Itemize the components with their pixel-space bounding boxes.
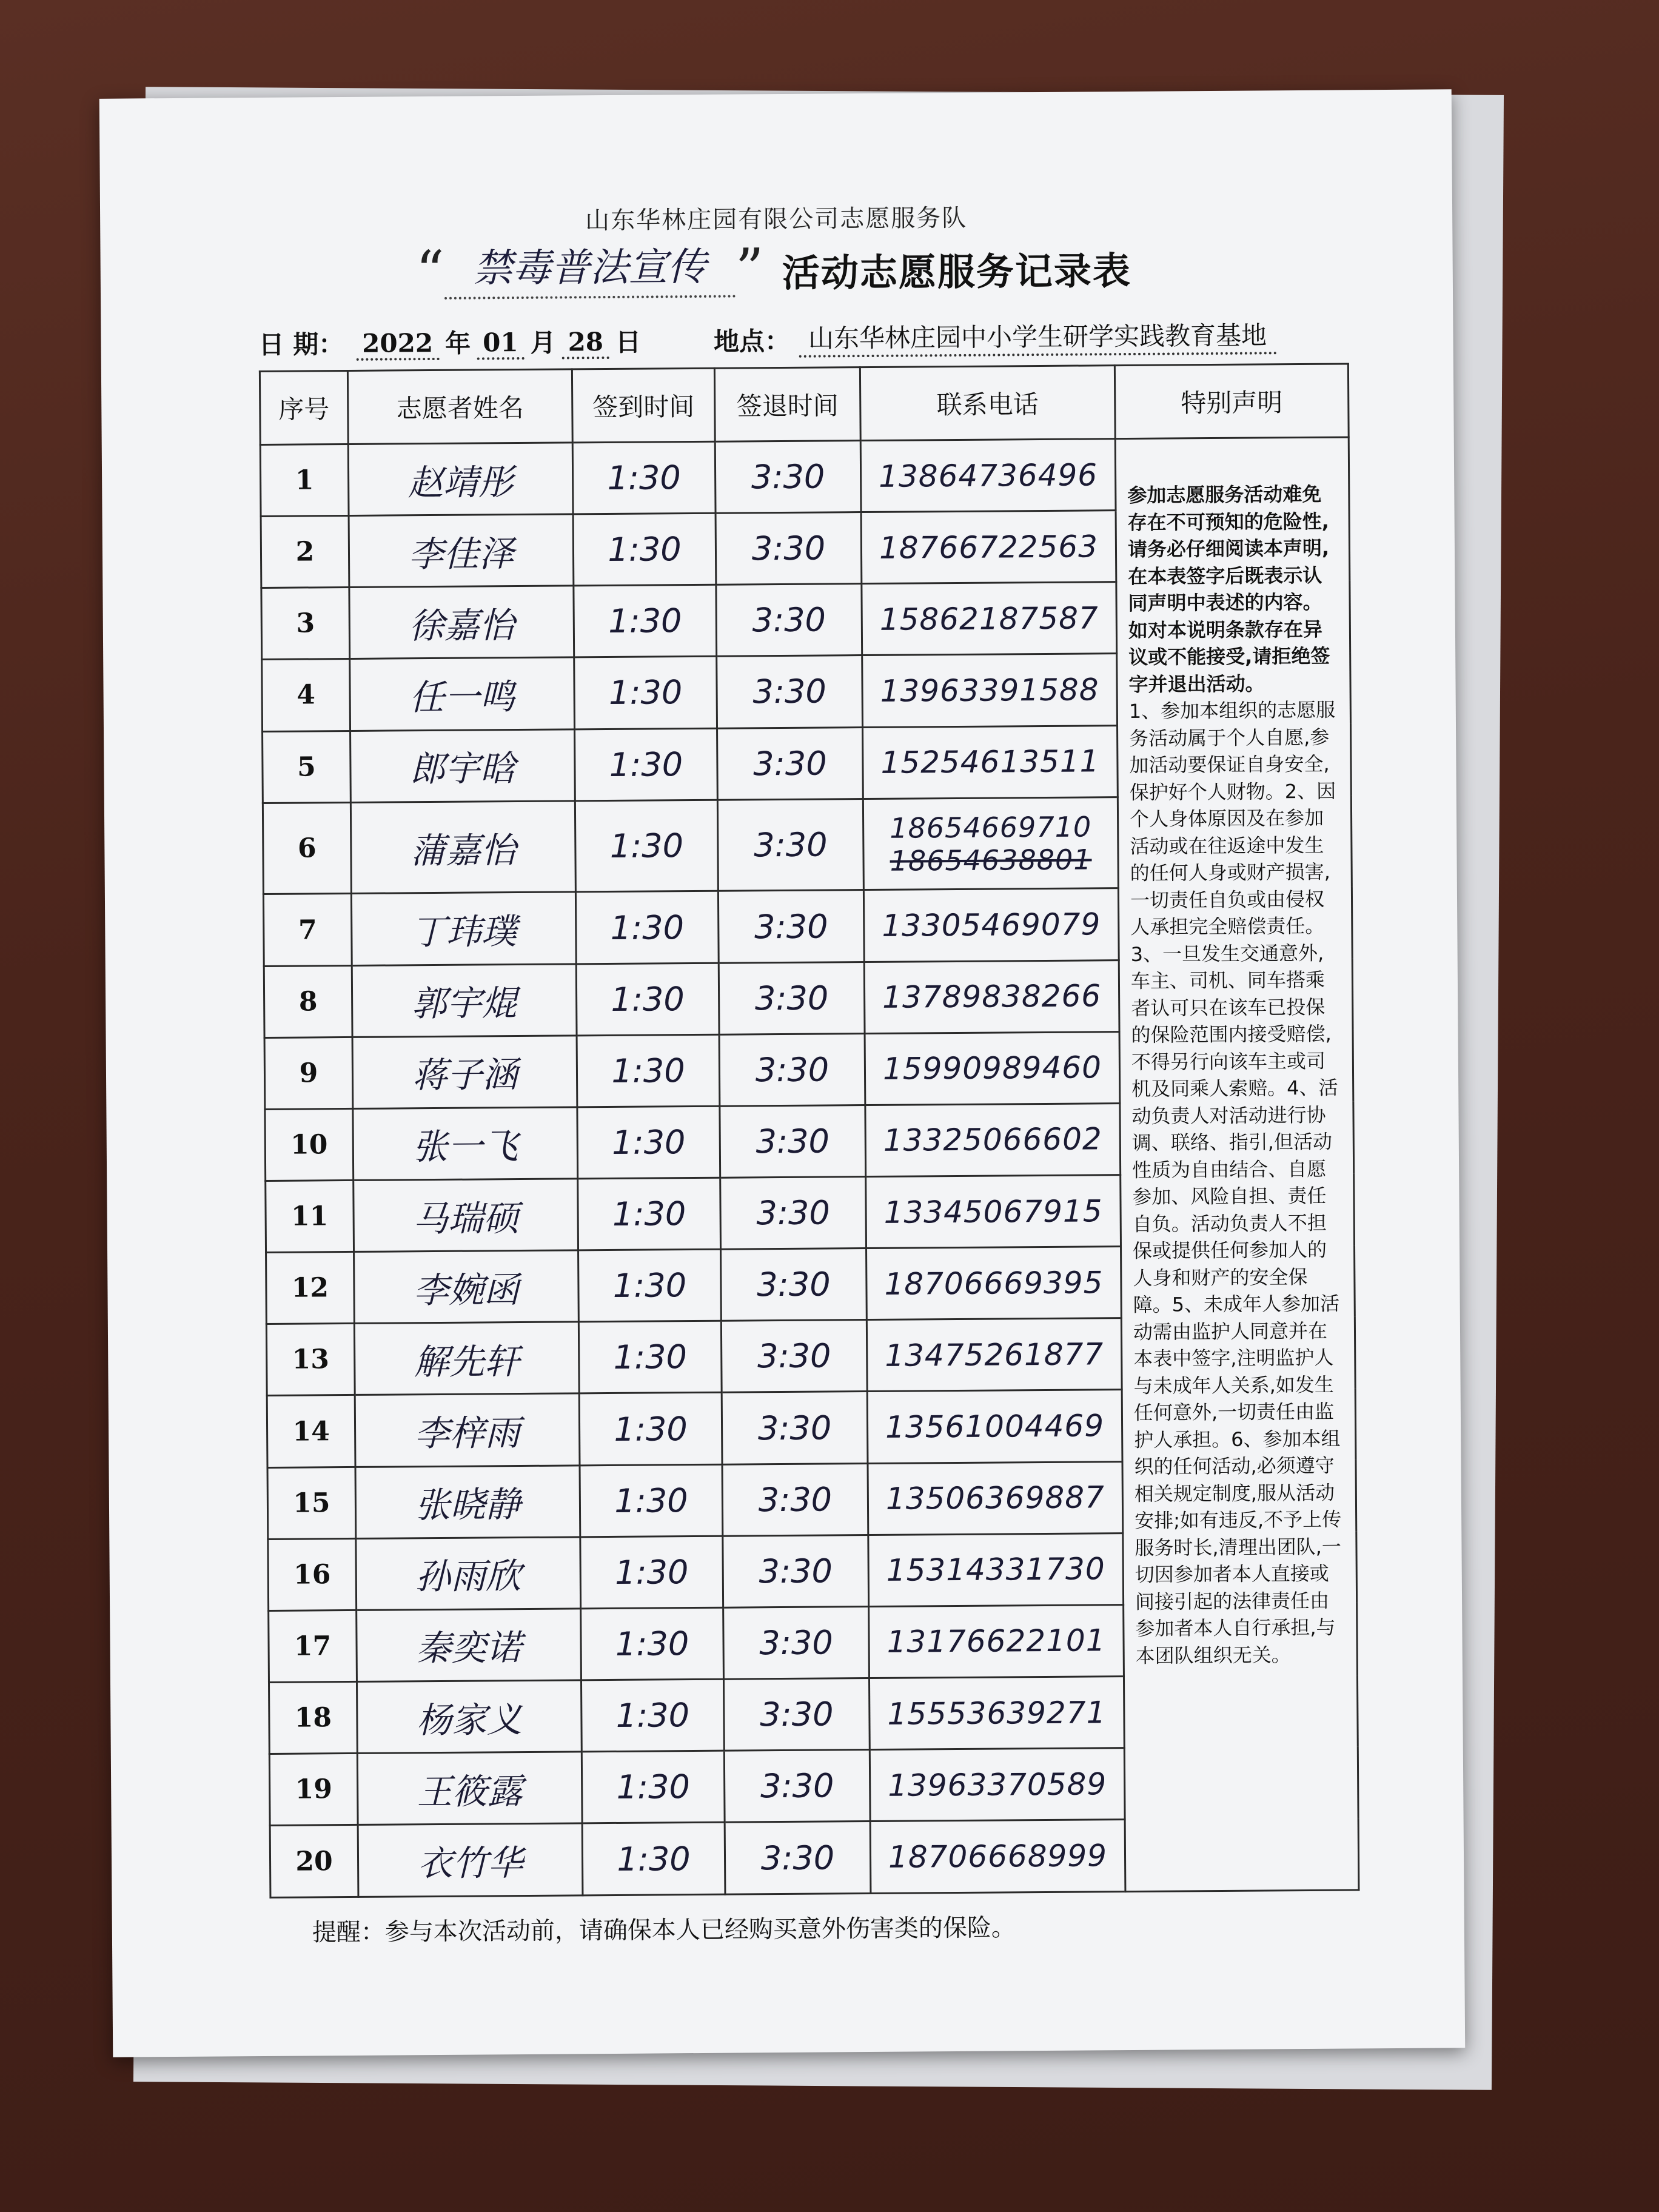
checkin-time: 1:30	[582, 1822, 725, 1895]
contact-phone: 13345067915	[866, 1175, 1121, 1248]
contact-phone: 18766722563	[861, 511, 1116, 584]
row-number: 12	[266, 1252, 355, 1324]
contact-phone: 13963370589	[870, 1748, 1125, 1822]
row-number: 20	[270, 1825, 358, 1898]
organization-name: 山东华林庄园有限公司志愿服务队	[585, 204, 968, 235]
row-number: 9	[264, 1037, 353, 1109]
sheet-title	[415, 234, 1132, 304]
contact-phone: 13176622101	[869, 1604, 1124, 1678]
volunteer-name-signature: 李梓雨	[355, 1393, 580, 1467]
location-value: 山东华林庄园中小学生研学实践教育基地	[799, 315, 1276, 357]
row-number: 19	[269, 1754, 358, 1826]
date-day: 28	[561, 327, 609, 360]
insurance-reminder: 提醒：参与本次活动前，请确保本人已经购买意外伤害类的保险。	[312, 1914, 1016, 1947]
header-checkout: 签退时间	[714, 367, 860, 442]
date-label: 日 期：	[258, 329, 344, 360]
contact-phone: 13305469079	[863, 888, 1119, 962]
contact-phone: 15254613511	[863, 725, 1118, 799]
checkin-time: 1:30	[575, 728, 718, 801]
checkout-time: 3:30	[719, 962, 865, 1034]
meta-row	[258, 310, 1459, 361]
checkout-time: 3:30	[715, 441, 861, 514]
title-text: 活动志愿服务记录表	[782, 248, 1132, 295]
checkout-time: 3:30	[717, 727, 863, 800]
row-number: 7	[263, 894, 352, 966]
header-no: 序号	[260, 370, 348, 444]
activity-name-handwritten: 禁毒普法宣传	[444, 236, 736, 300]
row-number: 11	[266, 1180, 354, 1252]
date-month: 01	[477, 327, 525, 360]
row-number: 4	[262, 659, 350, 731]
checkin-time: 1:30	[581, 1679, 724, 1752]
header-name: 志愿者姓名	[347, 369, 572, 444]
checkout-time: 3:30	[724, 1750, 870, 1823]
contact-phone: 13864736496	[860, 439, 1116, 512]
checkin-time: 1:30	[574, 585, 717, 658]
checkin-time: 1:30	[572, 441, 716, 514]
checkout-time: 3:30	[721, 1320, 867, 1393]
checkout-time: 3:30	[717, 655, 863, 728]
checkin-time: 1:30	[578, 1178, 721, 1250]
checkin-time: 1:30	[581, 1607, 724, 1680]
checkin-time: 1:30	[577, 1034, 720, 1107]
row-number: 6	[263, 802, 351, 894]
table-row	[260, 437, 1349, 517]
contact-phone: 18706668999	[870, 1820, 1125, 1894]
checkin-time: 1:30	[581, 1751, 725, 1823]
volunteer-name-signature: 李婉函	[354, 1250, 579, 1324]
volunteer-name-signature: 张晓静	[355, 1465, 580, 1538]
checkout-time: 3:30	[716, 584, 862, 657]
volunteer-name-signature: 蒲嘉怡	[350, 801, 575, 894]
checkout-time: 3:30	[718, 890, 864, 963]
row-number: 14	[267, 1395, 355, 1467]
checkout-time: 3:30	[725, 1822, 871, 1894]
contact-phone: 13475261877	[866, 1318, 1122, 1392]
location-label: 地点：	[713, 326, 791, 357]
volunteer-name-signature: 丁玮璞	[351, 892, 576, 965]
checkout-time: 3:30	[722, 1463, 868, 1536]
row-number: 3	[261, 588, 350, 660]
special-declaration	[1115, 437, 1359, 1892]
checkout-time: 3:30	[721, 1248, 867, 1321]
row-number: 18	[269, 1681, 357, 1754]
volunteer-name-signature: 郭宇焜	[352, 964, 577, 1037]
checkin-time: 1:30	[576, 963, 719, 1036]
row-number: 2	[261, 516, 349, 588]
volunteer-table	[259, 363, 1360, 1898]
checkout-time: 3:30	[723, 1606, 870, 1679]
checkout-time: 3:30	[720, 1105, 866, 1178]
contact-phone: 15553639271	[869, 1677, 1124, 1750]
volunteer-name-signature: 秦奕诺	[357, 1609, 581, 1682]
row-number: 15	[267, 1467, 356, 1539]
volunteer-name-signature: 蒋子涵	[352, 1036, 577, 1109]
table-header-row	[260, 364, 1349, 445]
checkin-time: 1:30	[575, 800, 718, 892]
volunteer-name-signature: 李佳泽	[349, 514, 574, 588]
checkout-time: 3:30	[720, 1177, 866, 1250]
checkin-time: 1:30	[580, 1464, 723, 1537]
contact-phone: 13963391588	[862, 654, 1118, 727]
contact-phone: 13325066602	[865, 1103, 1121, 1176]
quote-close: ”	[735, 236, 765, 302]
record-sheet	[99, 89, 1465, 2057]
checkout-time: 3:30	[717, 799, 863, 891]
day-unit: 日	[615, 327, 642, 357]
contact-phone-struck: 18654638801	[890, 843, 1092, 877]
contact-phone-current: 18654669710	[890, 810, 1092, 845]
contact-phone: 13789838266	[864, 960, 1119, 1033]
header-phone: 联系电话	[860, 366, 1115, 441]
volunteer-name-signature: 徐嘉怡	[349, 586, 574, 659]
row-number: 16	[268, 1538, 357, 1610]
checkin-time: 1:30	[579, 1393, 722, 1466]
contact-phone: 13506369887	[868, 1461, 1123, 1535]
checkin-time: 1:30	[573, 513, 716, 586]
row-number: 1	[260, 444, 349, 516]
volunteer-name-signature: 孙雨欣	[356, 1537, 581, 1610]
checkin-time: 1:30	[577, 1106, 720, 1179]
volunteer-name-signature: 衣竹华	[358, 1823, 583, 1897]
date-year: 2022	[356, 328, 439, 361]
checkout-time: 3:30	[719, 1033, 865, 1106]
volunteer-name-signature: 马瑞硕	[354, 1179, 578, 1252]
volunteer-name-signature: 解先轩	[354, 1322, 579, 1395]
row-number: 13	[266, 1324, 355, 1396]
declaration-body: 1、参加本组织的志愿服务活动属于个人自愿,参加活动要保证自身安全,保护好个人财物。2、因个人身体原因及在参加活动或在往返途中发生的任何人身或财产损害,一切责任自负或由侵权人承担完全赔偿责任。3、一旦发生交通意外,车主、司机、同车搭乘者认可只在该车已投保的保险范围内接受赔偿,不得另行向该车主或司机及同乘人索赔。4、活动负责人对活动进行协调、联络、指引,但活动性质为自由结合、自愿参加、风险自担、责任自负。活动负责人不担保或提供任何参加人的人身和财产的安全保障。5、未成年人参加活动需由监护人同意并在本表中签字,注明监护人与未成年人关系,如发生任何意外,一切责任由监护人承担。6、参加本组织的任何活动,必须遵守相关规定制度,服从活动安排;如有违反,不予上传服务时长,清理出团队,一切因参加者本人直接或间接引起的法律责任由参加者本人自行承担,与本团队组织无关。	[1128, 698, 1342, 1667]
contact-phone: 13561004469	[867, 1390, 1122, 1463]
volunteer-name-signature: 张一飞	[353, 1107, 578, 1181]
declaration-head: 参加志愿服务活动难免存在不可预知的危险性,请务必仔细阅读本声明,在本表签字后既表示认同声明中表述的内容。如对本说明条款存在异议或不能接受,请拒绝签字并退出活动。	[1127, 482, 1330, 696]
header-declaration: 特别声明	[1114, 364, 1349, 439]
contact-phone: 18706669395	[866, 1247, 1122, 1320]
checkin-time: 1:30	[575, 891, 719, 964]
contact-phone: 15990989460	[865, 1031, 1120, 1105]
checkin-time: 1:30	[580, 1536, 723, 1609]
volunteer-name-signature: 郎宇晗	[350, 729, 575, 802]
checkout-time: 3:30	[723, 1678, 870, 1751]
contact-phone: 15862187587	[862, 582, 1117, 655]
month-unit: 月	[530, 327, 556, 358]
checkout-time: 3:30	[723, 1535, 869, 1607]
checkin-time: 1:30	[574, 657, 717, 729]
checkin-time: 1:30	[578, 1249, 722, 1322]
contact-phone: 15314331730	[868, 1533, 1124, 1606]
volunteer-name-signature: 赵靖彤	[348, 443, 573, 516]
header-checkin: 签到时间	[572, 368, 715, 443]
volunteer-name-signature: 任一鸣	[350, 657, 575, 731]
checkout-time: 3:30	[722, 1392, 868, 1464]
quote-open: “	[415, 238, 445, 304]
row-number: 17	[269, 1610, 357, 1682]
row-number: 10	[265, 1108, 354, 1181]
year-unit: 年	[444, 328, 471, 358]
contact-phone	[863, 797, 1118, 890]
checkin-time: 1:30	[578, 1321, 722, 1394]
checkout-time: 3:30	[716, 512, 862, 585]
volunteer-name-signature: 王筱露	[357, 1752, 582, 1825]
row-number: 5	[263, 731, 351, 803]
row-number: 8	[264, 965, 352, 1037]
volunteer-name-signature: 杨家义	[357, 1680, 581, 1754]
